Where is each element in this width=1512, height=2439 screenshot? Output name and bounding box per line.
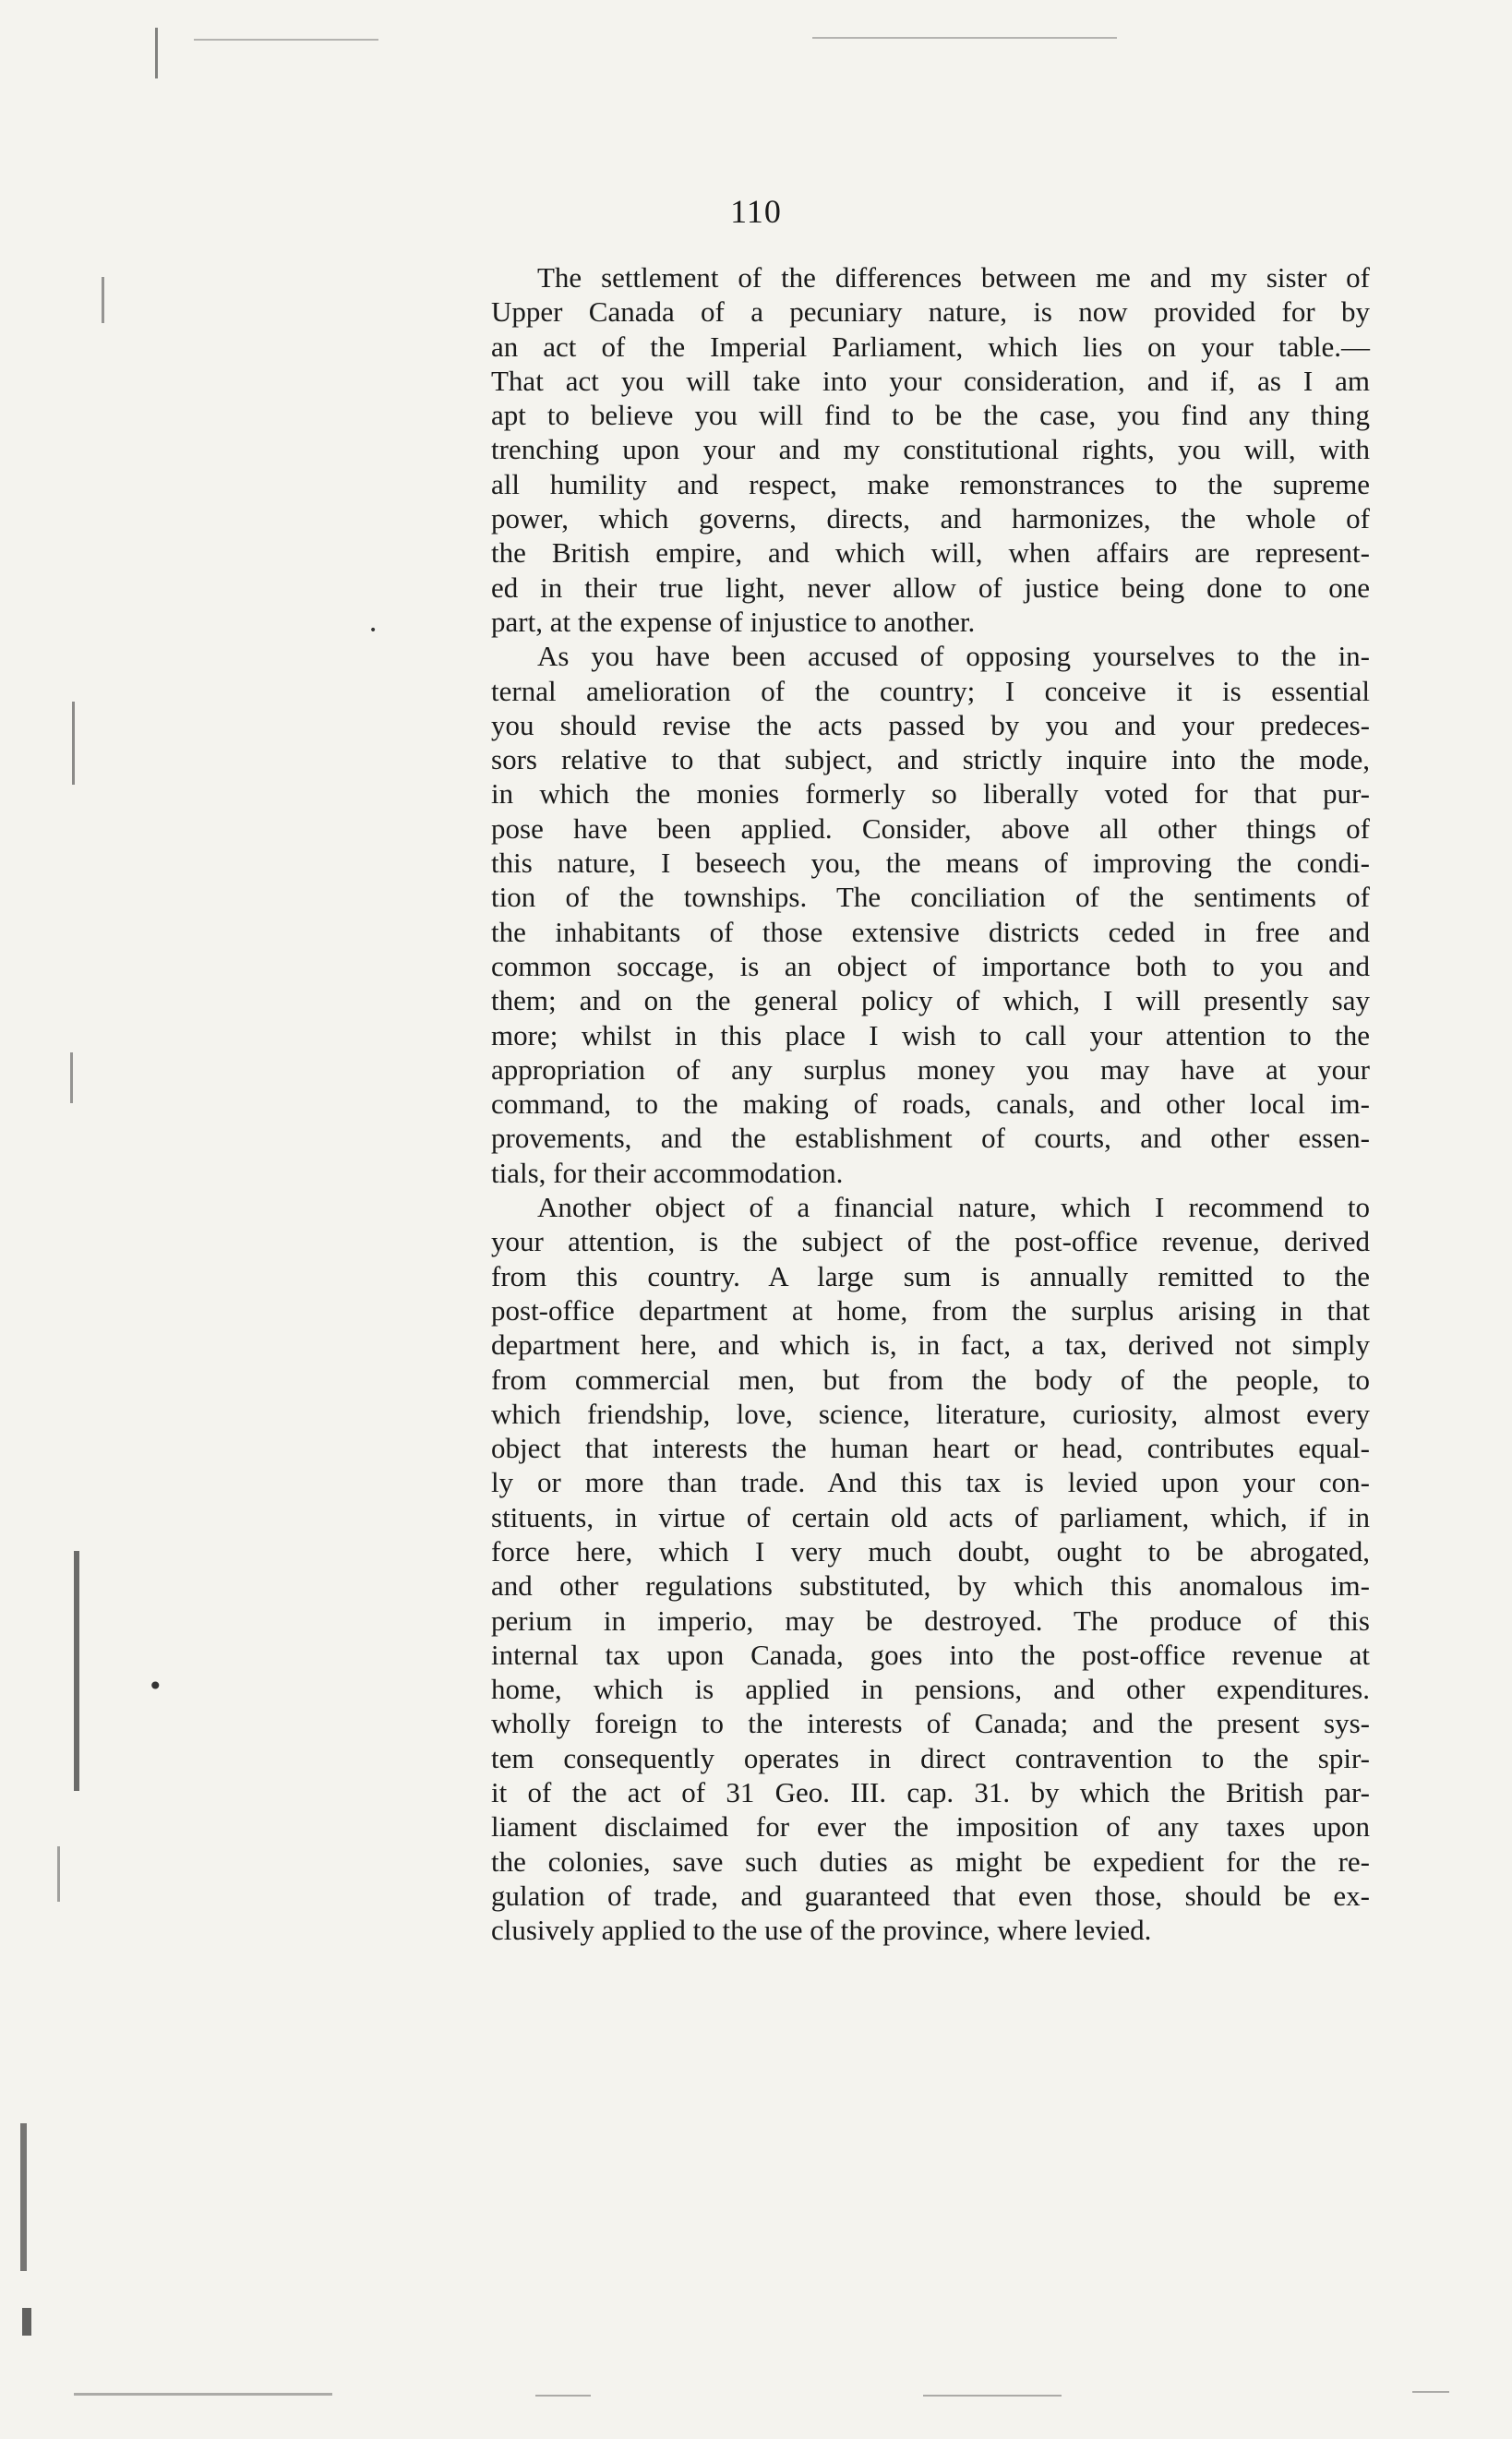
top-edge-shadow (812, 37, 1117, 39)
text-line: provements, and the establishment of courts, and other essen- (491, 1122, 1370, 1155)
text-line: tials, for their accommodation. (491, 1156, 844, 1189)
text-line: the British empire, and which will, when affairs are represent- (491, 536, 1370, 570)
text-line: from commercial men, but from the body of the people, to (491, 1363, 1370, 1396)
left-edge-shadow (74, 1551, 79, 1791)
bottom-edge-shadow (923, 2395, 1062, 2397)
text-line: perium in imperio, may be destroyed. The produce of this (491, 1604, 1370, 1637)
text-line: The settlement of the differences between me and my sister of (537, 261, 1370, 294)
body-text (491, 260, 1370, 1948)
bottom-edge-shadow (535, 2395, 591, 2397)
text-line: liament disclaimed for ever the imposition of any taxes upon (491, 1810, 1370, 1844)
bottom-edge-shadow (74, 2393, 332, 2396)
paragraph-3 (491, 1190, 1370, 1948)
text-line: part, at the expense of injustice to another. (491, 605, 976, 638)
text-line: trenching upon your and my constitutional rights, you will, with (491, 433, 1370, 466)
text-line: your attention, is the subject of the post-office revenue, derived (491, 1225, 1370, 1258)
text-line: tem consequently operates in direct contravention to the spir- (491, 1741, 1370, 1774)
text-line: force here, which I very much doubt, ought to be abrogated, (491, 1534, 1370, 1568)
text-line: all humility and respect, make remonstrances to the supreme (491, 467, 1370, 500)
text-line: the colonies, save such duties as might be expedient for the re- (491, 1844, 1370, 1878)
text-line: object that interests the human heart or head, contributes equal- (491, 1432, 1370, 1465)
text-line: which friendship, love, science, literature, curiosity, almost every (491, 1397, 1370, 1430)
text-line: internal tax upon Canada, goes into the post-office revenue at (491, 1638, 1370, 1671)
left-edge-shadow (57, 1846, 60, 1902)
text-line: the inhabitants of those extensive districts ceded in free and (491, 915, 1370, 948)
text-line: more; whilst in this place I wish to call your attention to the (491, 1018, 1370, 1051)
text-line: stituents, in virtue of certain old acts of parliament, which, if in (491, 1500, 1370, 1533)
text-line: this nature, I beseech you, the means of improving the condi- (491, 847, 1370, 880)
text-line: appropriation of any surplus money you may have at your (491, 1052, 1370, 1086)
margin-speck: • (369, 623, 378, 638)
text-line: common soccage, is an object of importance both to you and (491, 949, 1370, 982)
text-line: department here, and which is, in fact, a tax, derived not simply (491, 1328, 1370, 1362)
text-line: Upper Canada of a pecuniary nature, is now provided for by (491, 295, 1370, 329)
text-line: ly or more than trade. And this tax is levied upon your con- (491, 1466, 1370, 1499)
text-line: tion of the townships. The conciliation of the sentiments of (491, 881, 1370, 914)
text-line: command, to the making of roads, canals, and other local im- (491, 1087, 1370, 1121)
text-line: power, which governs, directs, and harmonizes, the whole of (491, 502, 1370, 535)
text-line: apt to believe you will find to be the case, you find any thing (491, 399, 1370, 432)
margin-speck: • (148, 1671, 163, 1701)
binding-edge-mark (155, 28, 158, 78)
text-line: you should revise the acts passed by you and your predeces- (491, 708, 1370, 741)
left-edge-shadow (72, 702, 75, 785)
text-line: That act you will take into your consideration, and if, as I am (491, 364, 1370, 397)
text-line: them; and on the general policy of which, I will presently say (491, 984, 1370, 1017)
text-line: As you have been accused of opposing yourselves to the in- (537, 640, 1370, 673)
page-number: 110 (730, 193, 782, 230)
text-line: gulation of trade, and guaranteed that even those, should be ex- (491, 1879, 1370, 1912)
text-line: ternal amelioration of the country; I conceive it is essential (491, 674, 1370, 707)
text-line: wholly foreign to the interests of Canada; and the present sys- (491, 1707, 1370, 1740)
left-edge-shadow (70, 1052, 73, 1103)
text-line: ed in their true light, never allow of justice being done to one (491, 571, 1370, 604)
text-line: and other regulations substituted, by which this anomalous im- (491, 1569, 1370, 1603)
text-line: home, which is applied in pensions, and other expenditures. (491, 1673, 1370, 1706)
text-line: post-office department at home, from the surplus arising in that (491, 1293, 1370, 1327)
text-line: pose have been applied. Consider, above all other things of (491, 811, 1370, 845)
left-edge-shadow (22, 2308, 31, 2336)
text-line: sors relative to that subject, and strictly inquire into the mode, (491, 743, 1370, 776)
bottom-edge-shadow (1412, 2391, 1449, 2393)
text-line: an act of the Imperial Parliament, which lies on your table.— (491, 330, 1370, 363)
text-line: from this country. A large sum is annually remitted to the (491, 1259, 1370, 1292)
top-edge-shadow (194, 39, 378, 41)
text-line: Another object of a financial nature, which I recommend to (537, 1191, 1370, 1224)
paragraph-2 (491, 639, 1370, 1190)
left-edge-shadow (102, 277, 104, 323)
paragraph-1 (491, 260, 1370, 639)
text-line: it of the act of 31 Geo. III. cap. 31. by which the British par- (491, 1776, 1370, 1809)
text-line: clusively applied to the use of the province, where levied. (491, 1914, 1152, 1947)
left-edge-shadow (20, 2123, 27, 2271)
text-line: in which the monies formerly so liberally voted for that pur- (491, 777, 1370, 811)
